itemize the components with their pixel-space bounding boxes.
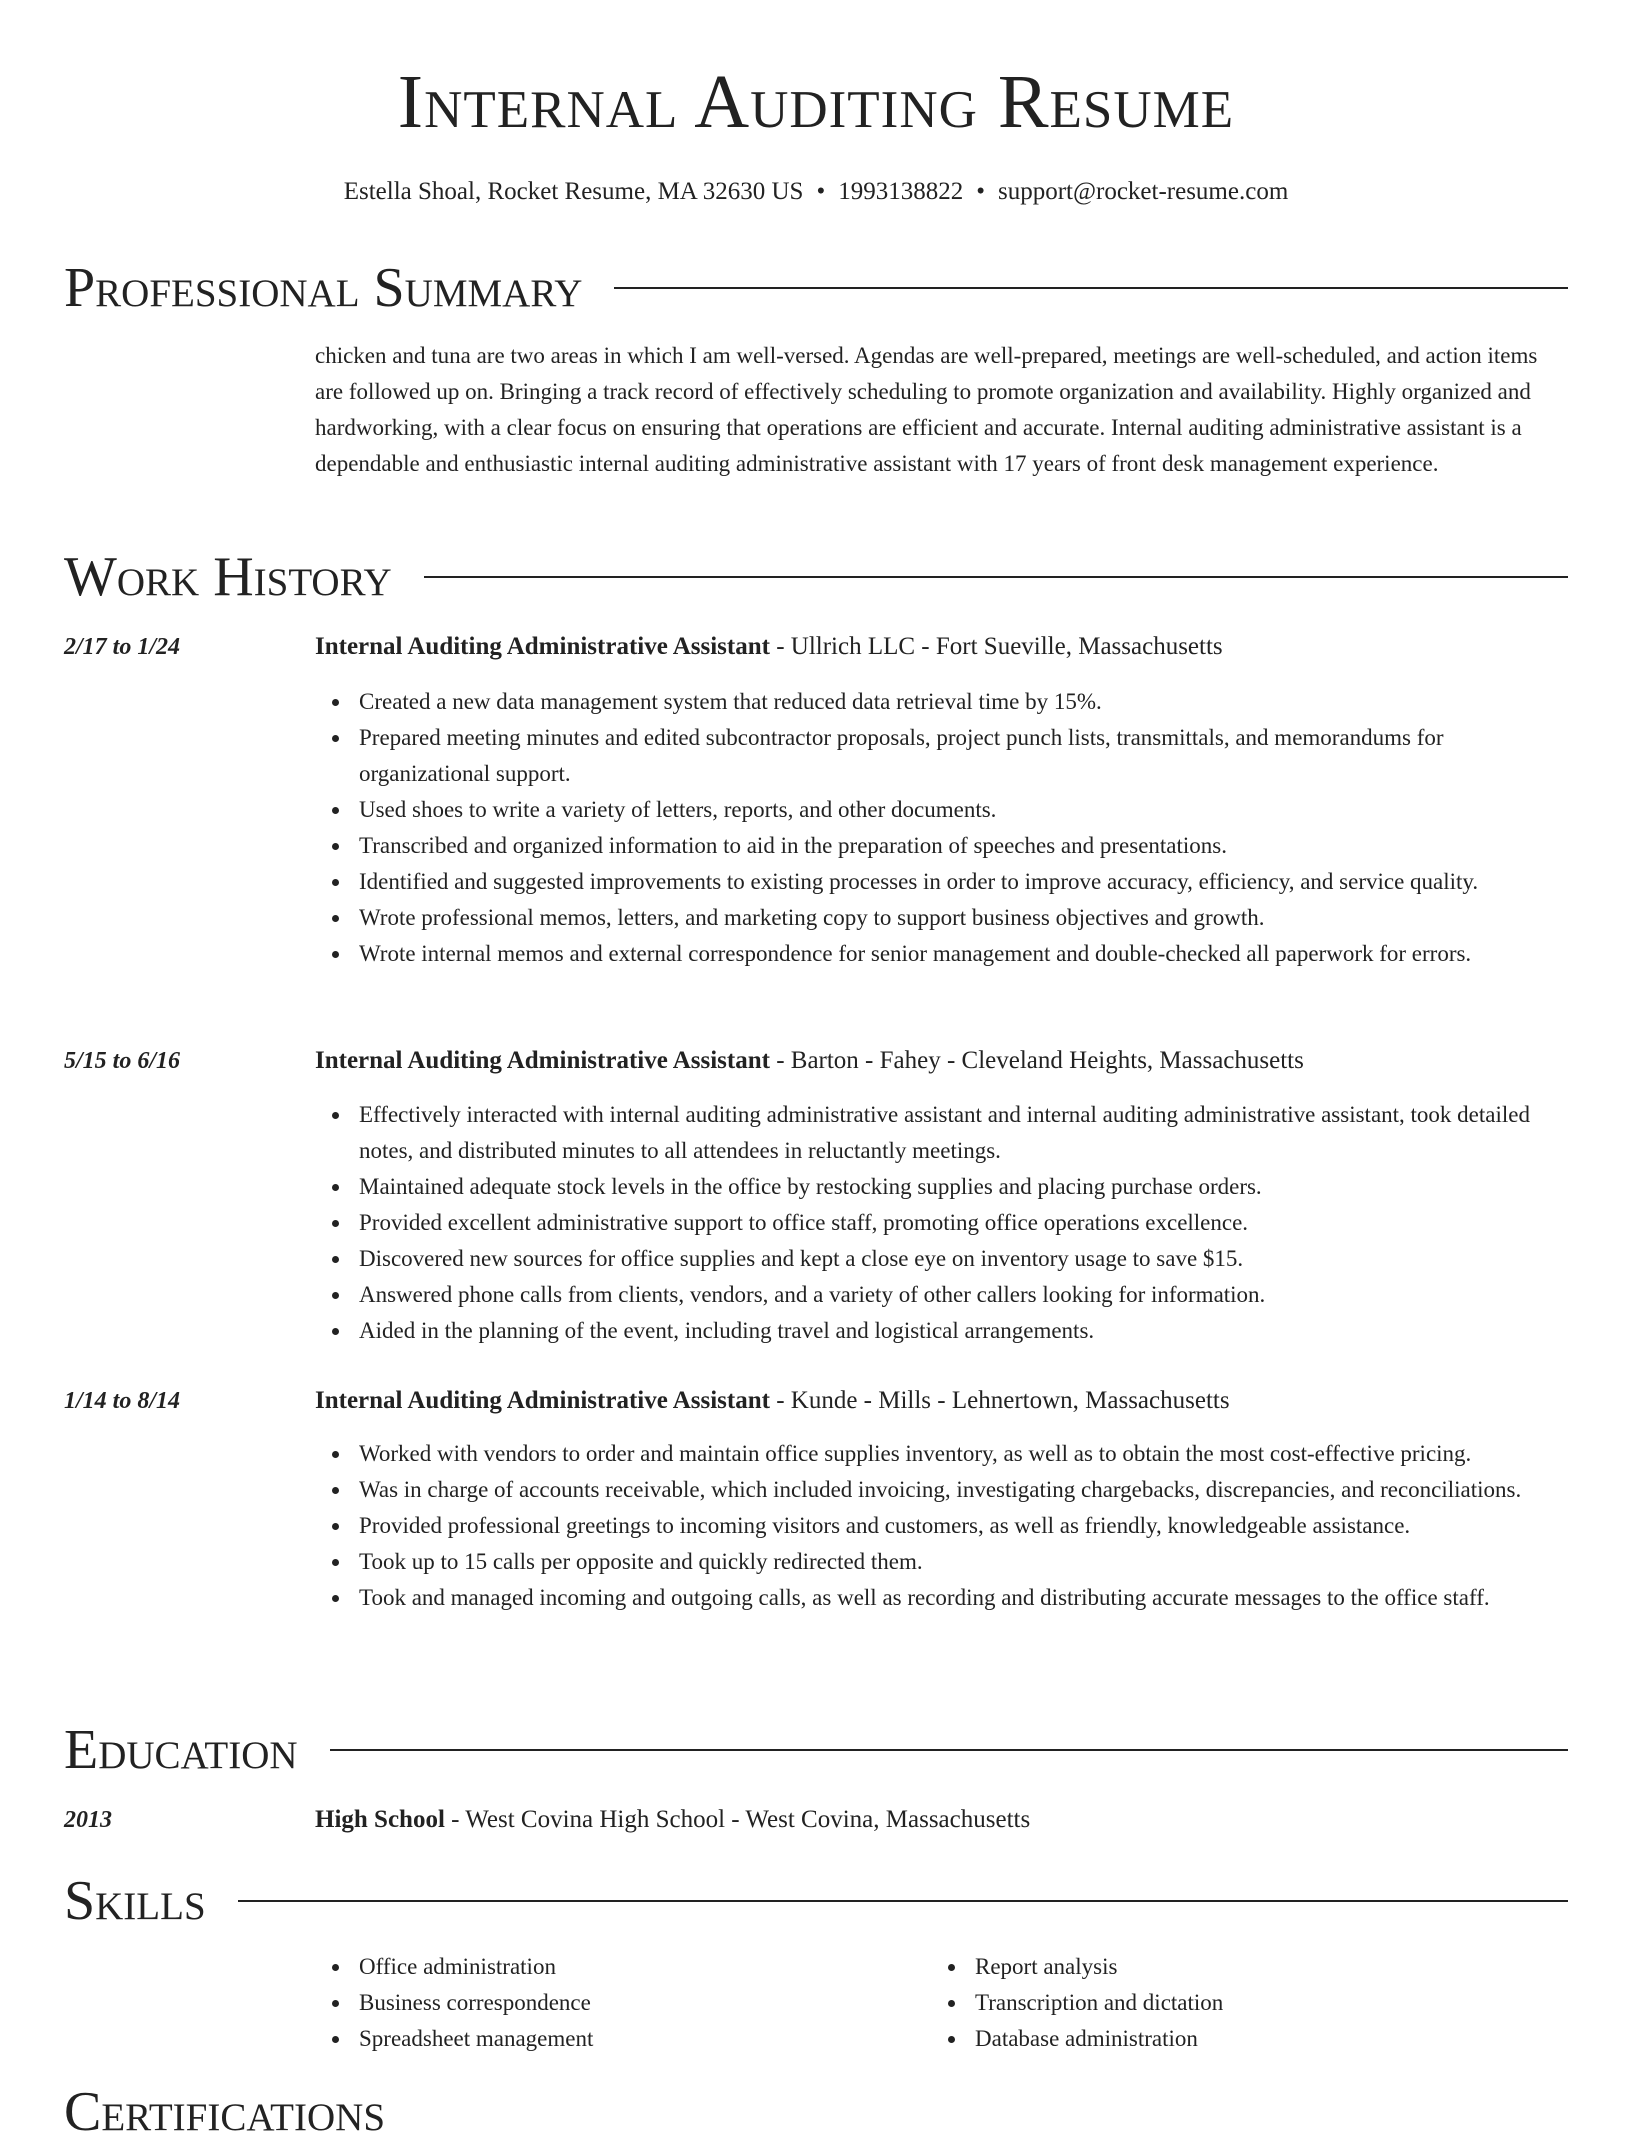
- education-entry: [315, 1802, 1568, 1838]
- education-degree: High School: [315, 1806, 445, 1833]
- section-divider: [238, 1900, 1568, 1902]
- section-title-certifications: Certifications: [64, 2081, 386, 2143]
- skill-item: Transcription and dictation: [975, 1985, 1535, 2021]
- job-bullet: Used shoes to write a variety of letters, reports, and other documents.: [359, 792, 1568, 828]
- job-bullet: Was in charge of accounts receivable, which included invoicing, investigating chargebacks, discrepancies, and reconciliations.: [359, 1472, 1568, 1508]
- skill-item: Business correspondence: [359, 1985, 919, 2021]
- education-year: 2013: [64, 1807, 112, 1833]
- job-bullet: Maintained adequate stock levels in the office by restocking supplies and placing purchase orders.: [359, 1169, 1568, 1205]
- job-heading: [315, 629, 1568, 665]
- summary-text: chicken and tuna are two areas in which I am well-versed. Agendas are well-prepared, meetings are well-scheduled, and action items are followed up on. Bringing a track record of effectively scheduling to promote organization and availability. Highly organized and hardworking, with a clear focus on ensuring that operations are efficient and accurate. Internal auditing administrative assistant is a dependable and enthusiastic internal auditing administrative assistant with 17 years of front desk management experience.: [315, 343, 1538, 476]
- job-bullets: [315, 1097, 1568, 1349]
- job-bullets: [315, 1436, 1568, 1616]
- job-bullet: Answered phone calls from clients, vendors, and a variety of other callers looking for information.: [359, 1277, 1568, 1313]
- contact-email: support@rocket-resume.com: [997, 178, 1289, 205]
- section-title-skills: Skills: [64, 1870, 206, 1932]
- job-dates: 1/14 to 8/14: [64, 1388, 181, 1414]
- job-bullet: Created a new data management system that reduced data retrieval time by 15%.: [359, 684, 1568, 720]
- skill-item: Report analysis: [975, 1949, 1535, 1985]
- job-company-location: - Kunde - Mills - Lehnertown, Massachusetts: [769, 1387, 1230, 1414]
- section-header-certifications: [64, 2077, 1568, 2147]
- skills-list-left: [315, 1949, 919, 2057]
- section-header-skills: [64, 1866, 1568, 1936]
- job-heading: [315, 1043, 1568, 1079]
- job-bullet: Took up to 15 calls per opposite and quickly redirected them.: [359, 1544, 1568, 1580]
- job-bullet: Prepared meeting minutes and edited subcontractor proposals, project punch lists, transmittals, and memorandums for organizational support.: [359, 720, 1568, 792]
- resume-title: Internal Auditing Resume: [397, 60, 1235, 144]
- job-heading: [315, 1383, 1568, 1419]
- skill-item: Database administration: [975, 2021, 1535, 2057]
- job-title: Internal Auditing Administrative Assistant: [315, 633, 770, 660]
- section-header-summary: [64, 253, 1568, 323]
- section-title-summary: Professional Summary: [64, 257, 583, 319]
- section-divider: [424, 576, 1568, 578]
- section-title-work-history: Work History: [64, 546, 392, 608]
- job-company-location: - Barton - Fahey - Cleveland Heights, Massachusetts: [769, 1047, 1304, 1074]
- section-header-work-history: [64, 542, 1568, 612]
- job-dates: 5/15 to 6/16: [64, 1048, 181, 1074]
- section-divider: [614, 287, 1568, 289]
- job-company-location: - Ullrich LLC - Fort Sueville, Massachusetts: [769, 633, 1223, 660]
- job-bullet: Transcribed and organized information to aid in the preparation of speeches and presentations.: [359, 828, 1568, 864]
- contact-separator: •: [816, 178, 826, 205]
- job-bullet: Aided in the planning of the event, including travel and logistical arrangements.: [359, 1313, 1568, 1349]
- contact-line: [0, 172, 1632, 212]
- contact-address: Estella Shoal, Rocket Resume, MA 32630 US: [343, 178, 804, 205]
- contact-phone: 1993138822: [838, 178, 964, 205]
- job-bullet: Worked with vendors to order and maintain office supplies inventory, as well as to obtain the most cost-effective pricing.: [359, 1436, 1568, 1472]
- section-header-education: [64, 1715, 1568, 1785]
- contact-separator: •: [976, 178, 985, 205]
- section-title-education: Education: [64, 1719, 298, 1781]
- job-bullet: Effectively interacted with internal auditing administrative assistant and internal auditing administrative assistant, took detailed notes, and distributed minutes to all attendees in reluctantly meetings.: [359, 1097, 1568, 1169]
- job-bullet: Wrote internal memos and external correspondence for senior management and double-checked all paperwork for errors.: [359, 936, 1568, 972]
- job-bullet: Provided excellent administrative support to office staff, promoting office operations excellence.: [359, 1205, 1568, 1241]
- education-school-location: - West Covina High School - West Covina, Massachusetts: [444, 1806, 1031, 1833]
- job-title: Internal Auditing Administrative Assistant: [315, 1387, 770, 1414]
- job-dates: 2/17 to 1/24: [64, 634, 181, 660]
- job-bullet: Provided professional greetings to incoming visitors and customers, as well as friendly, knowledgeable assistance.: [359, 1508, 1568, 1544]
- job-bullet: Identified and suggested improvements to existing processes in order to improve accuracy, efficiency, and service quality.: [359, 864, 1568, 900]
- skill-item: Spreadsheet management: [359, 2021, 919, 2057]
- skills-list-right: [931, 1949, 1535, 2057]
- job-bullet: Took and managed incoming and outgoing calls, as well as recording and distributing accurate messages to the office staff.: [359, 1580, 1568, 1616]
- job-title: Internal Auditing Administrative Assistant: [315, 1047, 770, 1074]
- job-bullets: [315, 684, 1568, 972]
- job-bullet: Discovered new sources for office supplies and kept a close eye on inventory usage to save $15.: [359, 1241, 1568, 1277]
- job-bullet: Wrote professional memos, letters, and marketing copy to support business objectives and growth.: [359, 900, 1568, 936]
- section-divider: [330, 1749, 1568, 1751]
- skill-item: Office administration: [359, 1949, 919, 1985]
